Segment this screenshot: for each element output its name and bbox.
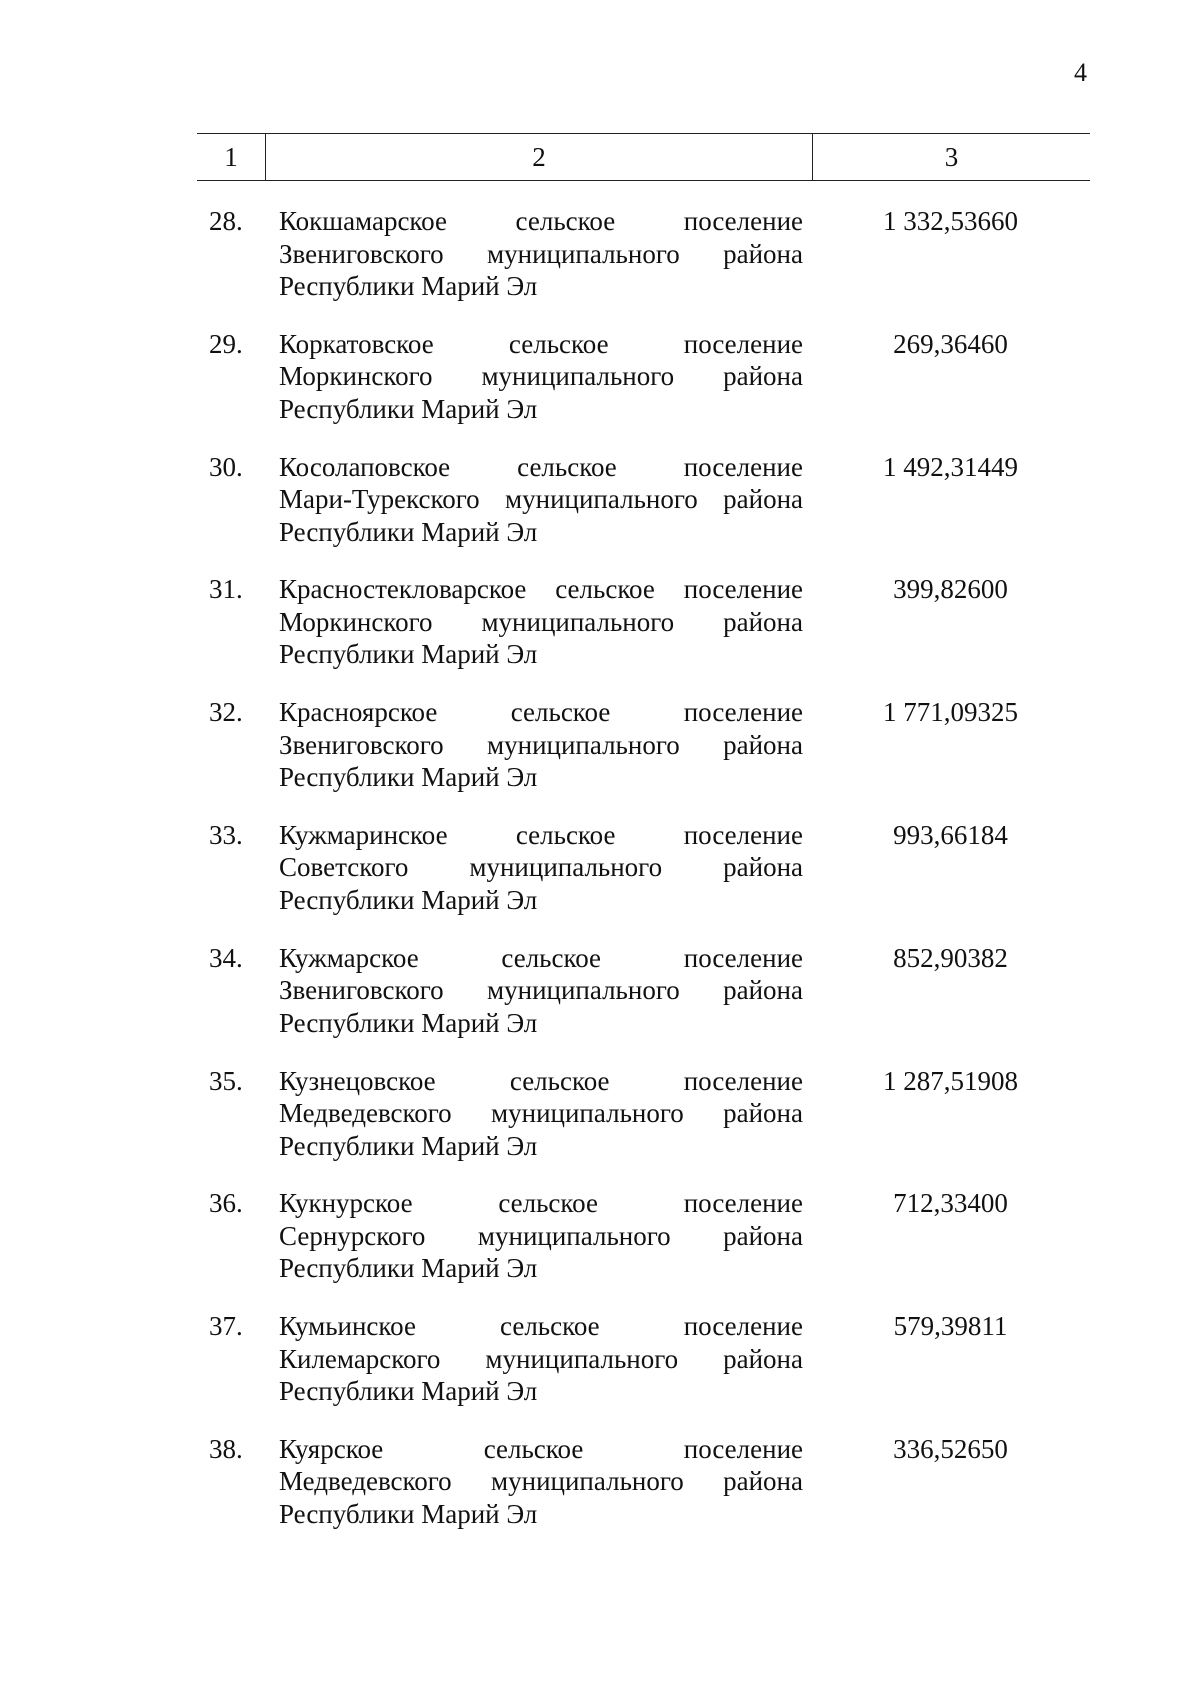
name-line: Республики Марий Эл xyxy=(279,639,538,670)
name-line: Килемарского муниципального района xyxy=(279,1343,803,1374)
settlement-name xyxy=(279,1433,803,1531)
row-value: 269,36460 xyxy=(893,328,1008,359)
name-line: Республики Марий Эл xyxy=(279,1253,538,1284)
settlement-name xyxy=(279,573,803,671)
row-number: 31. xyxy=(209,574,243,605)
name-line: Моркинского муниципального района xyxy=(279,361,803,392)
table-row xyxy=(197,942,1090,1065)
name-line: Кузнецовское сельское поселение xyxy=(279,1065,803,1096)
row-number: 36. xyxy=(209,1188,243,1219)
name-line: Советского муниципального района xyxy=(279,852,803,883)
row-value: 1 332,53660 xyxy=(883,206,1018,236)
row-number: 34. xyxy=(209,942,243,973)
row-number: 38. xyxy=(209,1433,243,1464)
name-line: Кужмарское сельское поселение xyxy=(279,942,803,973)
name-line: Республики Марий Эл xyxy=(279,271,538,301)
name-line: Кумьинское сельское поселение xyxy=(279,1311,803,1342)
name-line: Косолаповское сельское поселение xyxy=(279,451,803,482)
table-row xyxy=(197,819,1090,942)
name-line: Звениговского муниципального района xyxy=(279,729,803,760)
row-value: 852,90382 xyxy=(893,942,1008,973)
table-row xyxy=(197,328,1090,451)
name-line: Республики Марий Эл xyxy=(279,884,538,915)
settlement-name xyxy=(279,205,803,303)
table-row xyxy=(197,573,1090,696)
table-row xyxy=(197,1433,1090,1556)
row-value: 336,52650 xyxy=(893,1433,1008,1464)
row-number: 33. xyxy=(209,819,243,850)
header-col-3: 3 xyxy=(944,141,959,172)
name-line: Красноярское сельское поселение xyxy=(279,697,803,728)
name-line: Кокшамарское сельское поселение xyxy=(279,206,803,236)
row-value: 1 492,31449 xyxy=(883,451,1018,482)
name-line: Медведевского муниципального района xyxy=(279,1098,803,1129)
name-line: Кукнурское сельское поселение xyxy=(279,1188,803,1219)
row-value: 399,82600 xyxy=(893,574,1008,605)
table-row xyxy=(197,1187,1090,1310)
table-row xyxy=(197,205,1090,328)
name-line: Республики Марий Эл xyxy=(279,1130,538,1161)
header-col-1: 1 xyxy=(197,134,266,180)
name-line: Красностекловарское сельское поселение xyxy=(279,574,803,605)
table-header xyxy=(197,133,1090,181)
settlement-name xyxy=(279,942,803,1040)
row-number: 32. xyxy=(209,697,243,728)
settlement-name xyxy=(279,819,803,917)
name-line: Медведевского муниципального района xyxy=(279,1466,803,1497)
row-value: 1 771,09325 xyxy=(883,697,1018,728)
name-line: Мари-Турекского муниципального района xyxy=(279,484,803,515)
page-number: 4 xyxy=(1074,58,1087,87)
name-line: Звениговского муниципального района xyxy=(279,975,803,1006)
settlement-name xyxy=(279,328,803,426)
table-row xyxy=(197,1310,1090,1433)
name-line: Республики Марий Эл xyxy=(279,1007,538,1038)
table-body xyxy=(197,205,1090,1556)
row-number: 30. xyxy=(209,451,243,482)
row-value: 993,66184 xyxy=(893,819,1008,850)
settlement-name xyxy=(279,1187,803,1285)
settlement-name xyxy=(279,451,803,549)
table-row xyxy=(197,696,1090,819)
settlement-name xyxy=(279,696,803,794)
name-line: Моркинского муниципального района xyxy=(279,606,803,637)
name-line: Республики Марий Эл xyxy=(279,1376,538,1407)
name-line: Куярское сельское поселение xyxy=(279,1433,803,1464)
table-row xyxy=(197,1065,1090,1188)
name-line: Республики Марий Эл xyxy=(279,1498,538,1529)
row-number: 28. xyxy=(209,206,243,236)
row-number: 35. xyxy=(209,1065,243,1096)
name-line: Сернурского муниципального района xyxy=(279,1220,803,1251)
name-line: Республики Марий Эл xyxy=(279,516,538,547)
row-value: 1 287,51908 xyxy=(883,1065,1018,1096)
name-line: Республики Марий Эл xyxy=(279,393,538,424)
name-line: Коркатовское сельское поселение xyxy=(279,328,803,359)
header-col-2: 2 xyxy=(266,134,813,180)
row-value: 712,33400 xyxy=(893,1188,1008,1219)
table-row xyxy=(197,451,1090,574)
name-line: Звениговского муниципального района xyxy=(279,238,803,269)
name-line: Кужмаринское сельское поселение xyxy=(279,819,803,850)
name-line: Республики Марий Эл xyxy=(279,762,538,793)
settlement-name xyxy=(279,1310,803,1408)
row-number: 37. xyxy=(209,1311,243,1342)
settlement-name xyxy=(279,1065,803,1163)
row-number: 29. xyxy=(209,328,243,359)
row-value: 579,39811 xyxy=(893,1311,1008,1342)
